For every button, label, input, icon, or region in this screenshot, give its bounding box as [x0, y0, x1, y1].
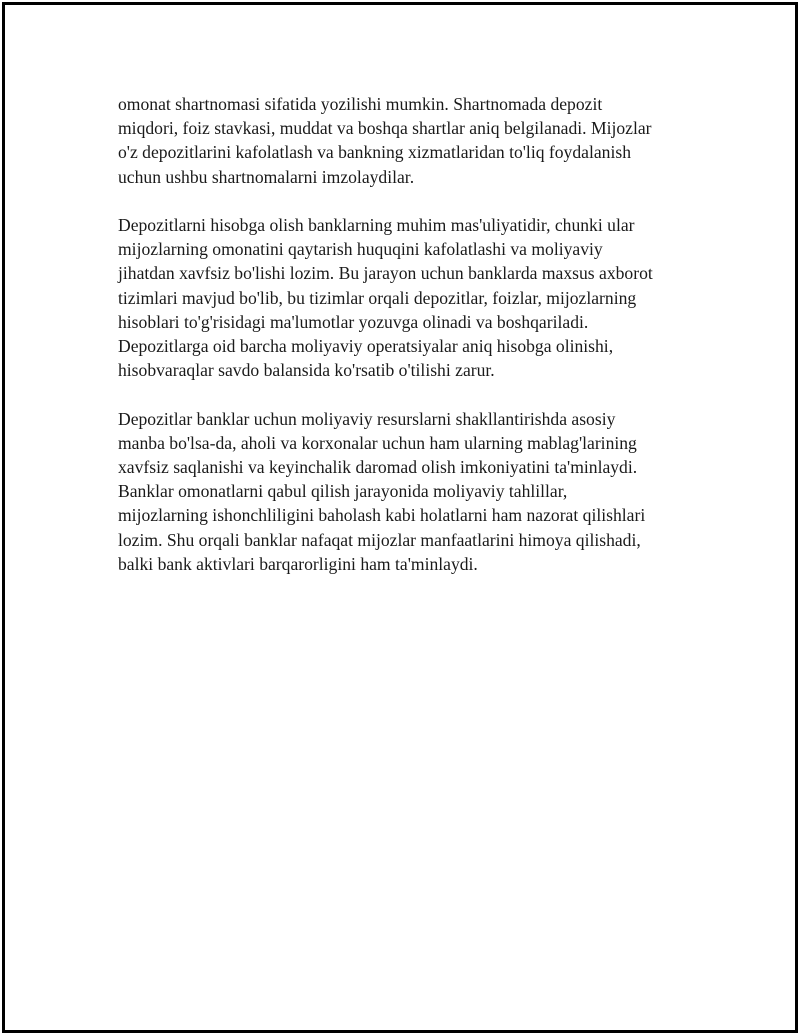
text-line: Depozitlarga oid barcha moliyaviy operatsiyalar aniq hisobga olinishi,	[118, 336, 614, 357]
text-line: miqdori, foiz stavkasi, muddat va boshqa shartlar aniq belgilanadi. Mijozlar	[118, 118, 652, 139]
text-line: omonat shartnomasi sifatida yozilishi mumkin. Shartnomada depozit	[118, 94, 603, 114]
text-line: hisobvaraqlar savdo balansida ko'rsatib o'tilishi zarur.	[118, 360, 495, 381]
text-line: manba bo'lsa-da, aholi va korxonalar uchun ham ularning mablag'larining	[118, 432, 637, 453]
text-line: xavfsiz saqlanishi va keyinchalik daromad olish imkoniyatini ta'minlaydi.	[118, 457, 638, 478]
text-line: hisoblari to'g'risidagi ma'lumotlar yozuvga olinadi va boshqariladi.	[118, 311, 589, 332]
text-line: mijozlarning omonatini qaytarish huquqini kafolatlashi va moliyaviy	[118, 239, 603, 260]
text-line: mijozlarning ishonchliligini baholash kabi holatlarni ham nazorat qilishlari	[118, 505, 646, 526]
text-line: Depozitlarni hisobga olish banklarning muhim mas'uliyatidir, chunki ular	[118, 215, 635, 235]
text-line: uchun ushbu shartnomalarni imzolaydilar.	[118, 166, 415, 187]
paragraph-2	[118, 213, 698, 382]
paragraph-1	[118, 92, 698, 189]
text-line: balki bank aktivlari barqarorligini ham ta'minlaydi.	[118, 553, 478, 574]
text-line: Depozitlar banklar uchun moliyaviy resurslarni shakllantirishda asosiy	[118, 408, 616, 429]
text-line: lozim. Shu orqali banklar nafaqat mijozlar manfaatlarini himoya qilishadi,	[118, 529, 641, 550]
text-line: Banklar omonatlarni qabul qilish jarayonida moliyaviy tahlillar,	[118, 481, 568, 502]
text-line: o'z depozitlarini kafolatlash va bankning xizmatlaridan to'liq foydalanish	[118, 142, 631, 163]
paragraph-3	[118, 407, 698, 576]
text-line: tizimlari mavjud bo'lib, bu tizimlar orqali depozitlar, foizlar, mijozlarning	[118, 287, 637, 308]
text-line: jihatdan xavfsiz bo'lishi lozim. Bu jarayon uchun banklarda maxsus axborot	[118, 263, 653, 284]
document-body	[118, 92, 698, 600]
